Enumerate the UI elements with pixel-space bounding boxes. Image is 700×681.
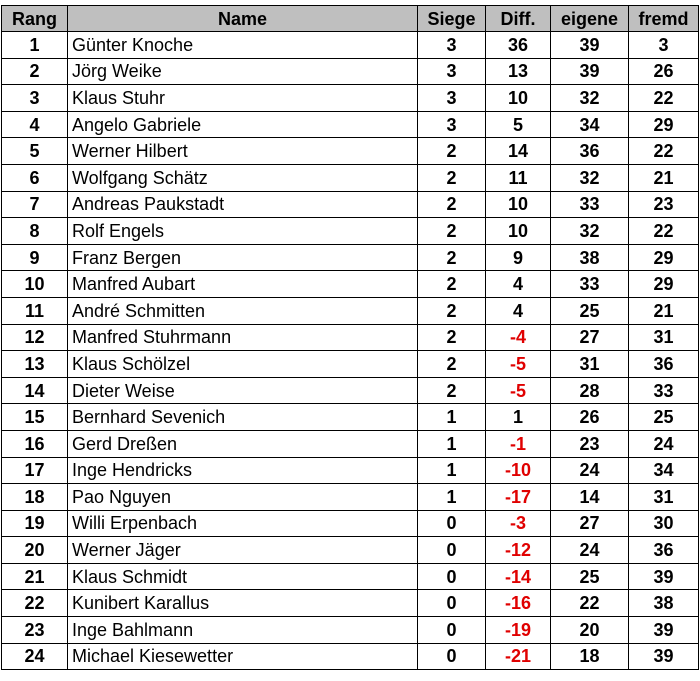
- cell-diff: 10: [486, 218, 551, 245]
- cell-eigene: 33: [551, 191, 629, 218]
- cell-name: Andreas Paukstadt: [68, 191, 418, 218]
- cell-fremd: 26: [629, 58, 699, 85]
- cell-diff: 4: [486, 297, 551, 324]
- cell-diff: 11: [486, 164, 551, 191]
- cell-name: Wolfgang Schätz: [68, 164, 418, 191]
- cell-siege: 2: [418, 351, 486, 378]
- cell-fremd: 31: [629, 484, 699, 511]
- cell-rang: 23: [2, 617, 68, 644]
- header-diff: Diff.: [486, 6, 551, 32]
- cell-fremd: 29: [629, 244, 699, 271]
- cell-fremd: 39: [629, 643, 699, 670]
- cell-name: Klaus Schmidt: [68, 563, 418, 590]
- cell-siege: 2: [418, 297, 486, 324]
- table-row: [2, 191, 699, 218]
- cell-fremd: 24: [629, 430, 699, 457]
- cell-rang: 13: [2, 351, 68, 378]
- cell-siege: 1: [418, 404, 486, 431]
- cell-diff: 1: [486, 404, 551, 431]
- cell-rang: 9: [2, 244, 68, 271]
- cell-name: Klaus Stuhr: [68, 85, 418, 112]
- cell-diff: -14: [486, 563, 551, 590]
- cell-eigene: 36: [551, 138, 629, 165]
- cell-siege: 2: [418, 324, 486, 351]
- cell-siege: 0: [418, 643, 486, 670]
- cell-name: Werner Jäger: [68, 537, 418, 564]
- table-row: [2, 111, 699, 138]
- cell-diff: 10: [486, 85, 551, 112]
- cell-diff: -10: [486, 457, 551, 484]
- cell-siege: 2: [418, 138, 486, 165]
- cell-rang: 4: [2, 111, 68, 138]
- cell-siege: 0: [418, 537, 486, 564]
- cell-fremd: 39: [629, 617, 699, 644]
- cell-siege: 0: [418, 617, 486, 644]
- cell-siege: 0: [418, 510, 486, 537]
- cell-rang: 16: [2, 430, 68, 457]
- cell-fremd: 25: [629, 404, 699, 431]
- cell-fremd: 29: [629, 111, 699, 138]
- cell-fremd: 34: [629, 457, 699, 484]
- cell-fremd: 39: [629, 563, 699, 590]
- cell-name: Kunibert Karallus: [68, 590, 418, 617]
- cell-diff: 5: [486, 111, 551, 138]
- cell-name: Inge Bahlmann: [68, 617, 418, 644]
- table-row: [2, 617, 699, 644]
- cell-name: Inge Hendricks: [68, 457, 418, 484]
- cell-fremd: 22: [629, 85, 699, 112]
- cell-siege: 2: [418, 377, 486, 404]
- cell-rang: 3: [2, 85, 68, 112]
- cell-rang: 24: [2, 643, 68, 670]
- cell-diff: -19: [486, 617, 551, 644]
- cell-eigene: 24: [551, 457, 629, 484]
- cell-diff: 14: [486, 138, 551, 165]
- cell-eigene: 32: [551, 164, 629, 191]
- cell-fremd: 21: [629, 297, 699, 324]
- table-row: [2, 218, 699, 245]
- cell-rang: 22: [2, 590, 68, 617]
- table-header: [2, 6, 699, 32]
- cell-eigene: 23: [551, 430, 629, 457]
- cell-diff: -5: [486, 351, 551, 378]
- cell-diff: -3: [486, 510, 551, 537]
- cell-name: André Schmitten: [68, 297, 418, 324]
- cell-siege: 1: [418, 430, 486, 457]
- table-row: [2, 484, 699, 511]
- cell-siege: 0: [418, 590, 486, 617]
- cell-rang: 1: [2, 32, 68, 59]
- cell-rang: 10: [2, 271, 68, 298]
- cell-diff: 13: [486, 58, 551, 85]
- cell-eigene: 18: [551, 643, 629, 670]
- cell-eigene: 24: [551, 537, 629, 564]
- cell-diff: -21: [486, 643, 551, 670]
- cell-name: Günter Knoche: [68, 32, 418, 59]
- table-row: [2, 85, 699, 112]
- cell-rang: 14: [2, 377, 68, 404]
- header-eigene: eigene: [551, 6, 629, 32]
- cell-eigene: 20: [551, 617, 629, 644]
- cell-diff: 9: [486, 244, 551, 271]
- table-row: [2, 430, 699, 457]
- cell-diff: 4: [486, 271, 551, 298]
- cell-fremd: 36: [629, 351, 699, 378]
- table-row: [2, 164, 699, 191]
- cell-rang: 15: [2, 404, 68, 431]
- cell-rang: 20: [2, 537, 68, 564]
- cell-name: Bernhard Sevenich: [68, 404, 418, 431]
- cell-eigene: 27: [551, 510, 629, 537]
- cell-rang: 19: [2, 510, 68, 537]
- cell-fremd: 30: [629, 510, 699, 537]
- cell-rang: 5: [2, 138, 68, 165]
- cell-rang: 21: [2, 563, 68, 590]
- cell-eigene: 38: [551, 244, 629, 271]
- cell-name: Franz Bergen: [68, 244, 418, 271]
- table-row: [2, 351, 699, 378]
- cell-name: Jörg Weike: [68, 58, 418, 85]
- cell-name: Dieter Weise: [68, 377, 418, 404]
- table-row: [2, 138, 699, 165]
- header-row: [2, 6, 699, 32]
- cell-fremd: 22: [629, 218, 699, 245]
- cell-rang: 7: [2, 191, 68, 218]
- cell-fremd: 29: [629, 271, 699, 298]
- table-row: [2, 510, 699, 537]
- table-row: [2, 590, 699, 617]
- table-row: [2, 324, 699, 351]
- cell-siege: 2: [418, 218, 486, 245]
- cell-eigene: 33: [551, 271, 629, 298]
- cell-eigene: 39: [551, 32, 629, 59]
- cell-rang: 12: [2, 324, 68, 351]
- cell-diff: -17: [486, 484, 551, 511]
- cell-diff: -1: [486, 430, 551, 457]
- table-row: [2, 271, 699, 298]
- cell-siege: 2: [418, 191, 486, 218]
- table-row: [2, 297, 699, 324]
- cell-eigene: 32: [551, 85, 629, 112]
- cell-fremd: 36: [629, 537, 699, 564]
- table-row: [2, 537, 699, 564]
- cell-fremd: 3: [629, 32, 699, 59]
- cell-diff: -12: [486, 537, 551, 564]
- table-row: [2, 32, 699, 59]
- cell-rang: 6: [2, 164, 68, 191]
- cell-siege: 2: [418, 164, 486, 191]
- standings-table: [1, 5, 699, 670]
- cell-diff: -16: [486, 590, 551, 617]
- cell-eigene: 39: [551, 58, 629, 85]
- cell-name: Werner Hilbert: [68, 138, 418, 165]
- table-body: [2, 32, 699, 670]
- cell-rang: 18: [2, 484, 68, 511]
- table-row: [2, 404, 699, 431]
- cell-eigene: 32: [551, 218, 629, 245]
- cell-rang: 17: [2, 457, 68, 484]
- cell-siege: 3: [418, 32, 486, 59]
- cell-siege: 3: [418, 111, 486, 138]
- cell-name: Michael Kiesewetter: [68, 643, 418, 670]
- cell-eigene: 27: [551, 324, 629, 351]
- cell-rang: 2: [2, 58, 68, 85]
- cell-rang: 8: [2, 218, 68, 245]
- cell-name: Klaus Schölzel: [68, 351, 418, 378]
- cell-name: Willi Erpenbach: [68, 510, 418, 537]
- header-siege: Siege: [418, 6, 486, 32]
- table-row: [2, 457, 699, 484]
- cell-name: Manfred Stuhrmann: [68, 324, 418, 351]
- cell-eigene: 22: [551, 590, 629, 617]
- cell-fremd: 38: [629, 590, 699, 617]
- cell-siege: 1: [418, 457, 486, 484]
- cell-siege: 0: [418, 563, 486, 590]
- cell-name: Manfred Aubart: [68, 271, 418, 298]
- cell-fremd: 23: [629, 191, 699, 218]
- cell-name: Angelo Gabriele: [68, 111, 418, 138]
- table-row: [2, 58, 699, 85]
- cell-eigene: 14: [551, 484, 629, 511]
- cell-siege: 3: [418, 85, 486, 112]
- cell-diff: 36: [486, 32, 551, 59]
- header-fremd: fremd: [629, 6, 699, 32]
- table-row: [2, 563, 699, 590]
- cell-diff: 10: [486, 191, 551, 218]
- cell-eigene: 26: [551, 404, 629, 431]
- cell-eigene: 31: [551, 351, 629, 378]
- table-row: [2, 377, 699, 404]
- table-row: [2, 643, 699, 670]
- cell-name: Rolf Engels: [68, 218, 418, 245]
- cell-siege: 3: [418, 58, 486, 85]
- cell-eigene: 28: [551, 377, 629, 404]
- header-rang: Rang: [2, 6, 68, 32]
- cell-rang: 11: [2, 297, 68, 324]
- cell-name: Gerd Dreßen: [68, 430, 418, 457]
- cell-fremd: 31: [629, 324, 699, 351]
- cell-fremd: 33: [629, 377, 699, 404]
- cell-eigene: 34: [551, 111, 629, 138]
- cell-name: Pao Nguyen: [68, 484, 418, 511]
- cell-fremd: 21: [629, 164, 699, 191]
- cell-eigene: 25: [551, 297, 629, 324]
- cell-siege: 2: [418, 244, 486, 271]
- cell-diff: -4: [486, 324, 551, 351]
- cell-diff: -5: [486, 377, 551, 404]
- cell-siege: 1: [418, 484, 486, 511]
- table-row: [2, 244, 699, 271]
- cell-fremd: 22: [629, 138, 699, 165]
- cell-eigene: 25: [551, 563, 629, 590]
- header-name: Name: [68, 6, 418, 32]
- cell-siege: 2: [418, 271, 486, 298]
